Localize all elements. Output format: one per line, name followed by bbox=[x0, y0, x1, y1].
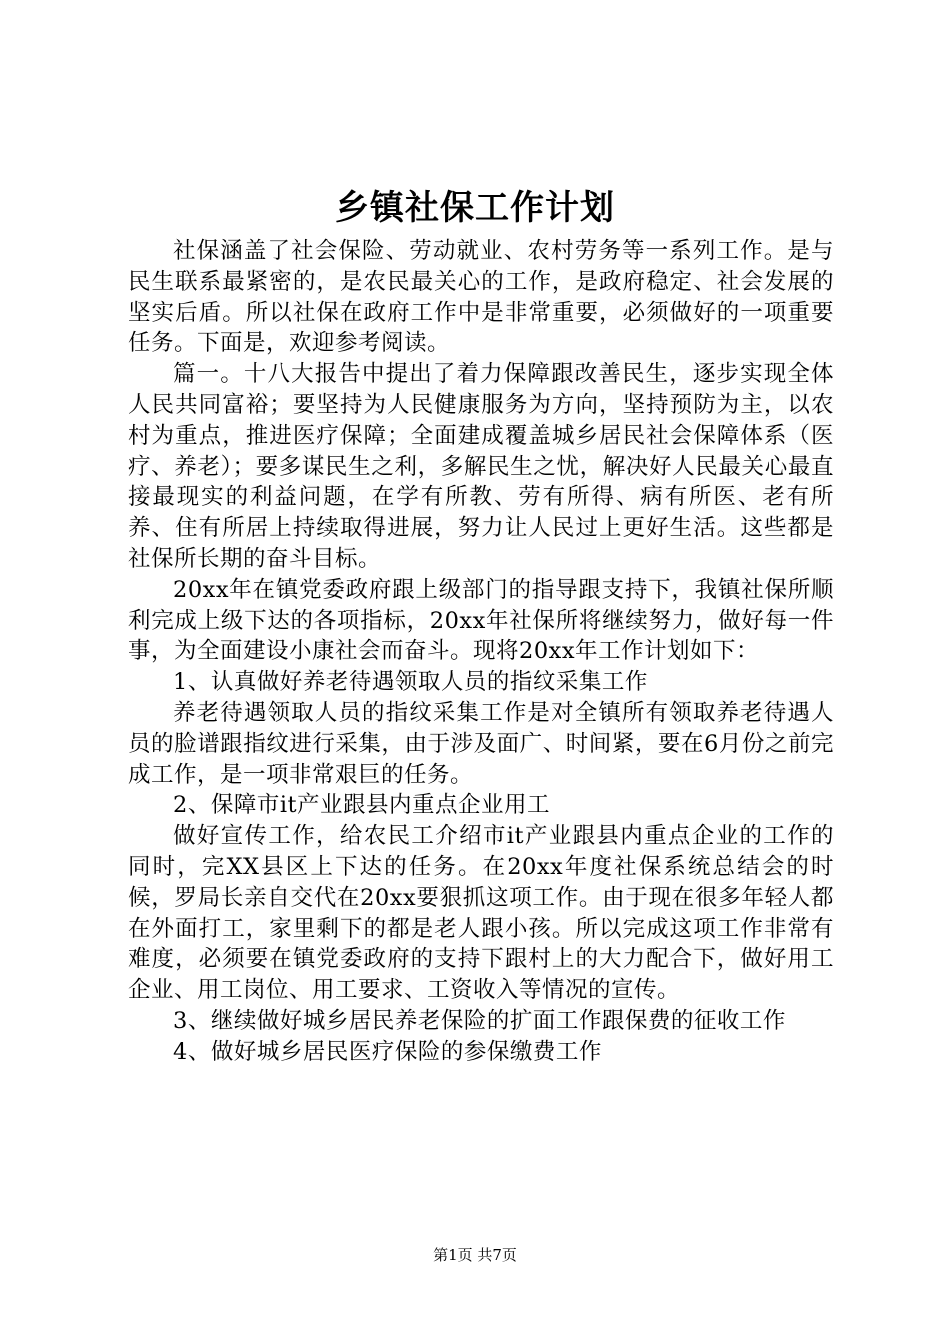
item-2-paragraph: 做好宣传工作，给农民工介绍市it产业跟县内重点企业的工作的同时，完XX县区上下达的任务。在20xx年度社保系统总结会的时候，罗局长亲自交代在20xx要狠抓这项工作。由于现在很多年轻人都在外面打工，家里剩下的都是老人跟小孩。所以完成这项工作非常有难度，必须要在镇党委政府的支持下跟村上的大力配合下，做好用工企业、用工岗位、用工要求、工资收入等情况的宣传。 bbox=[128, 823, 834, 1004]
item-3-heading: 3、继续做好城乡居民养老保险的扩面工作跟保费的征收工作 bbox=[173, 1007, 786, 1034]
page-number-footer: 第1页 共7页 bbox=[433, 1246, 517, 1264]
item-4-heading: 4、做好城乡居民医疗保险的参保缴费工作 bbox=[173, 1038, 602, 1065]
intro-paragraph: 社保涵盖了社会保险、劳动就业、农村劳务等一系列工作。是与民生联系最紧密的，是农民最关心的工作，是政府稳定、社会发展的坚实后盾。所以社保在政府工作中是非常重要，必须做好的一项重要任务。下面是，欢迎参考阅读。 bbox=[128, 238, 834, 357]
plan-intro-paragraph: 20xx年在镇党委政府跟上级部门的指导跟支持下，我镇社保所顺利完成上级下达的各项指标，20xx年社保所将继续努力，做好每一件事，为全面建设小康社会而奋斗。现将20xx年工作计划如下： bbox=[128, 576, 834, 665]
item-1-heading: 1、认真做好养老待遇领取人员的指纹采集工作 bbox=[173, 669, 648, 696]
document-title: 乡镇社保工作计划 bbox=[335, 188, 615, 228]
section-one-paragraph: 篇一。十八大报告中提出了着力保障跟改善民生，逐步实现全体人民共同富裕；要坚持为人民健康服务为方向，坚持预防为主，以农村为重点，推进医疗保障；全面建成覆盖城乡居民社会保障体系（医疗、养老）；要多谋民生之利，多解民生之忧，解决好人民最关心最直接最现实的利益问题，在学有所教、劳有所得、病有所医、老有所养、住有所居上持续取得进展，努力让人民过上更好生活。这些都是社保所长期的奋斗目标。 bbox=[128, 361, 834, 572]
document-body bbox=[128, 236, 834, 1068]
item-1-paragraph: 养老待遇领取人员的指纹采集工作是对全镇所有领取养老待遇人员的脸谱跟指纹进行采集，由于涉及面广、时间紧，要在6月份之前完成工作，是一项非常艰巨的任务。 bbox=[128, 699, 834, 788]
item-2-heading: 2、保障市it产业跟县内重点企业用工 bbox=[173, 792, 551, 819]
